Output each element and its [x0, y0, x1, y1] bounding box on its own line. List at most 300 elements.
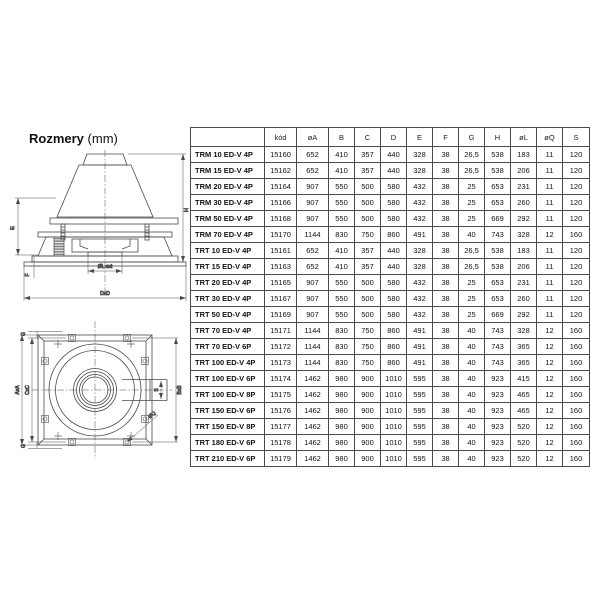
value-cell: 923 [485, 435, 511, 451]
value-cell: 653 [485, 195, 511, 211]
value-cell: 160 [563, 339, 590, 355]
value-cell: 357 [355, 147, 381, 163]
col-header-øA: øA [297, 128, 329, 147]
value-cell: 15177 [265, 419, 297, 435]
value-cell: 1462 [297, 419, 329, 435]
value-cell: 669 [485, 211, 511, 227]
value-cell: 980 [329, 435, 355, 451]
value-cell: 491 [407, 339, 433, 355]
hatched-section [54, 237, 64, 256]
value-cell: 12 [537, 435, 563, 451]
upper-plate [50, 218, 178, 224]
value-cell: 38 [433, 275, 459, 291]
table-row [191, 195, 590, 211]
value-cell: 12 [537, 451, 563, 467]
model-cell: TRT 20 ED-V 4P [191, 275, 265, 291]
value-cell: 26,5 [459, 243, 485, 259]
value-cell: 12 [537, 387, 563, 403]
table-row [191, 243, 590, 259]
value-cell: 491 [407, 323, 433, 339]
value-cell: 328 [511, 323, 537, 339]
value-cell: 120 [563, 195, 590, 211]
value-cell: 595 [407, 371, 433, 387]
dim-F-label: F [25, 273, 31, 277]
value-cell: 120 [563, 147, 590, 163]
value-cell: 160 [563, 451, 590, 467]
value-cell: 11 [537, 179, 563, 195]
title-text: Rozmery [29, 131, 84, 146]
value-cell: 465 [511, 387, 537, 403]
value-cell: 38 [433, 403, 459, 419]
table-row [191, 403, 590, 419]
model-cell: TRT 70 ED-V 6P [191, 339, 265, 355]
value-cell: 923 [485, 371, 511, 387]
value-cell: 38 [433, 243, 459, 259]
bottom-view-drawing [10, 316, 195, 466]
value-cell: 292 [511, 211, 537, 227]
value-cell: 500 [355, 307, 381, 323]
value-cell: 11 [537, 211, 563, 227]
value-cell: 12 [537, 227, 563, 243]
value-cell: 160 [563, 355, 590, 371]
value-cell: 580 [381, 307, 407, 323]
value-cell: 538 [485, 259, 511, 275]
value-cell: 550 [329, 211, 355, 227]
dim-H [128, 154, 186, 262]
value-cell: 120 [563, 179, 590, 195]
value-cell: 15167 [265, 291, 297, 307]
model-cell: TRM 70 ED-V 4P [191, 227, 265, 243]
value-cell: 15170 [265, 227, 297, 243]
value-cell: 38 [433, 355, 459, 371]
value-cell: 1462 [297, 451, 329, 467]
value-cell: 38 [433, 163, 459, 179]
header-row [191, 128, 590, 147]
value-cell: 743 [485, 355, 511, 371]
col-header-model [191, 128, 265, 147]
value-cell: 25 [459, 291, 485, 307]
value-cell: 40 [459, 227, 485, 243]
value-cell: 328 [407, 243, 433, 259]
value-cell: 11 [537, 291, 563, 307]
col-header-C: C [355, 128, 381, 147]
value-cell: 25 [459, 179, 485, 195]
col-header-øQ: øQ [537, 128, 563, 147]
value-cell: 500 [355, 275, 381, 291]
value-cell: 520 [511, 435, 537, 451]
value-cell: 11 [537, 147, 563, 163]
value-cell: 1010 [381, 451, 407, 467]
value-cell: 1462 [297, 435, 329, 451]
value-cell: 652 [297, 163, 329, 179]
value-cell: 980 [329, 451, 355, 467]
value-cell: 25 [459, 211, 485, 227]
value-cell: 40 [459, 451, 485, 467]
value-cell: 410 [329, 147, 355, 163]
value-cell: 25 [459, 275, 485, 291]
value-cell: 15168 [265, 211, 297, 227]
table-row [191, 339, 590, 355]
value-cell: 440 [381, 163, 407, 179]
col-header-S: S [563, 128, 590, 147]
value-cell: 120 [563, 243, 590, 259]
table-row [191, 387, 590, 403]
value-cell: 357 [355, 243, 381, 259]
value-cell: 120 [563, 163, 590, 179]
value-cell: 750 [355, 227, 381, 243]
value-cell: 40 [459, 339, 485, 355]
value-cell: 907 [297, 195, 329, 211]
value-cell: 120 [563, 211, 590, 227]
value-cell: 410 [329, 163, 355, 179]
value-cell: 1144 [297, 339, 329, 355]
value-cell: 15166 [265, 195, 297, 211]
table-row [191, 227, 590, 243]
value-cell: 432 [407, 307, 433, 323]
value-cell: 15174 [265, 371, 297, 387]
value-cell: 653 [485, 291, 511, 307]
value-cell: 907 [297, 275, 329, 291]
value-cell: 595 [407, 435, 433, 451]
table-row [191, 179, 590, 195]
value-cell: 160 [563, 227, 590, 243]
table-row [191, 163, 590, 179]
value-cell: 550 [329, 307, 355, 323]
value-cell: 500 [355, 291, 381, 307]
model-cell: TRM 20 ED-V 4P [191, 179, 265, 195]
value-cell: 38 [433, 179, 459, 195]
table-row [191, 451, 590, 467]
value-cell: 465 [511, 403, 537, 419]
value-cell: 15169 [265, 307, 297, 323]
value-cell: 520 [511, 451, 537, 467]
value-cell: 183 [511, 147, 537, 163]
value-cell: 11 [537, 195, 563, 211]
table-body [191, 147, 590, 467]
col-header-E: E [407, 128, 433, 147]
table-header [191, 128, 590, 147]
value-cell: 38 [433, 387, 459, 403]
dim-G-bottom-label: G [21, 444, 27, 448]
value-cell: 15165 [265, 275, 297, 291]
value-cell: 550 [329, 291, 355, 307]
value-cell: 231 [511, 179, 537, 195]
table-row [191, 275, 590, 291]
value-cell: 743 [485, 227, 511, 243]
value-cell: 26,5 [459, 163, 485, 179]
value-cell: 830 [329, 227, 355, 243]
value-cell: 120 [563, 259, 590, 275]
table-row [191, 419, 590, 435]
model-cell: TRT 50 ED-V 4P [191, 307, 265, 323]
value-cell: 750 [355, 355, 381, 371]
value-cell: 206 [511, 259, 537, 275]
value-cell: 15163 [265, 259, 297, 275]
value-cell: 160 [563, 403, 590, 419]
model-cell: TRT 100 ED-V 6P [191, 371, 265, 387]
model-cell: TRT 70 ED-V 4P [191, 323, 265, 339]
dim-E [15, 198, 56, 255]
value-cell: 750 [355, 339, 381, 355]
value-cell: 260 [511, 291, 537, 307]
value-cell: 580 [381, 179, 407, 195]
value-cell: 15160 [265, 147, 297, 163]
value-cell: 11 [537, 275, 563, 291]
table-row [191, 435, 590, 451]
value-cell: 38 [433, 307, 459, 323]
value-cell: 292 [511, 307, 537, 323]
value-cell: 1462 [297, 387, 329, 403]
col-header-B: B [329, 128, 355, 147]
value-cell: 260 [511, 195, 537, 211]
value-cell: 40 [459, 435, 485, 451]
value-cell: 550 [329, 275, 355, 291]
table-row [191, 211, 590, 227]
value-cell: 206 [511, 163, 537, 179]
value-cell: 830 [329, 339, 355, 355]
value-cell: 580 [381, 275, 407, 291]
model-cell: TRT 100 ED-V 8P [191, 387, 265, 403]
value-cell: 38 [433, 419, 459, 435]
value-cell: 38 [433, 291, 459, 307]
value-cell: 1462 [297, 371, 329, 387]
value-cell: 38 [433, 371, 459, 387]
value-cell: 652 [297, 243, 329, 259]
value-cell: 750 [355, 323, 381, 339]
value-cell: 160 [563, 323, 590, 339]
value-cell: 40 [459, 323, 485, 339]
col-header-kód: kód [265, 128, 297, 147]
value-cell: 40 [459, 371, 485, 387]
value-cell: 653 [485, 179, 511, 195]
value-cell: 38 [433, 451, 459, 467]
dim-Q-leader [127, 415, 158, 442]
value-cell: 38 [433, 211, 459, 227]
dim-CxC-label: CxC [25, 385, 31, 395]
value-cell: 160 [563, 387, 590, 403]
col-header-H: H [485, 128, 511, 147]
value-cell: 907 [297, 291, 329, 307]
value-cell: 11 [537, 163, 563, 179]
value-cell: 15172 [265, 339, 297, 355]
value-cell: 491 [407, 227, 433, 243]
table-row [191, 355, 590, 371]
value-cell: 432 [407, 179, 433, 195]
value-cell: 538 [485, 147, 511, 163]
value-cell: 900 [355, 435, 381, 451]
value-cell: 160 [563, 435, 590, 451]
value-cell: 1010 [381, 435, 407, 451]
value-cell: 38 [433, 227, 459, 243]
dim-H-label: H [184, 208, 190, 212]
value-cell: 830 [329, 323, 355, 339]
value-cell: 160 [563, 419, 590, 435]
table-row [191, 147, 590, 163]
value-cell: 183 [511, 243, 537, 259]
value-cell: 900 [355, 403, 381, 419]
value-cell: 12 [537, 355, 563, 371]
dim-F [30, 256, 40, 278]
value-cell: 980 [329, 403, 355, 419]
value-cell: 1462 [297, 403, 329, 419]
value-cell: 12 [537, 323, 563, 339]
value-cell: 26,5 [459, 259, 485, 275]
value-cell: 440 [381, 259, 407, 275]
model-cell: TRT 100 ED-V 4P [191, 355, 265, 371]
model-cell: TRT 210 ED-V 6P [191, 451, 265, 467]
value-cell: 907 [297, 179, 329, 195]
value-cell: 538 [485, 243, 511, 259]
value-cell: 1144 [297, 323, 329, 339]
table-row [191, 307, 590, 323]
value-cell: 653 [485, 275, 511, 291]
value-cell: 550 [329, 195, 355, 211]
value-cell: 12 [537, 371, 563, 387]
value-cell: 12 [537, 403, 563, 419]
dim-E-label: E [10, 226, 16, 230]
value-cell: 40 [459, 419, 485, 435]
model-cell: TRT 150 ED-V 8P [191, 419, 265, 435]
value-cell: 907 [297, 211, 329, 227]
dim-S-label: S [154, 388, 160, 392]
side-view-drawing [10, 148, 190, 310]
value-cell: 830 [329, 355, 355, 371]
value-cell: 410 [329, 259, 355, 275]
dimensions-table [190, 127, 590, 467]
value-cell: 231 [511, 275, 537, 291]
value-cell: 595 [407, 451, 433, 467]
value-cell: 38 [433, 259, 459, 275]
value-cell: 432 [407, 275, 433, 291]
value-cell: 160 [563, 371, 590, 387]
value-cell: 500 [355, 195, 381, 211]
value-cell: 652 [297, 147, 329, 163]
value-cell: 900 [355, 371, 381, 387]
dim-Q-label: ØQ [147, 410, 158, 421]
value-cell: 980 [329, 371, 355, 387]
value-cell: 550 [329, 179, 355, 195]
value-cell: 40 [459, 387, 485, 403]
value-cell: 15178 [265, 435, 297, 451]
model-cell: TRT 30 ED-V 4P [191, 291, 265, 307]
value-cell: 520 [511, 419, 537, 435]
value-cell: 580 [381, 195, 407, 211]
value-cell: 860 [381, 339, 407, 355]
value-cell: 923 [485, 387, 511, 403]
value-cell: 40 [459, 403, 485, 419]
value-cell: 357 [355, 259, 381, 275]
value-cell: 595 [407, 419, 433, 435]
value-cell: 365 [511, 355, 537, 371]
value-cell: 1010 [381, 419, 407, 435]
value-cell: 595 [407, 387, 433, 403]
value-cell: 432 [407, 195, 433, 211]
value-cell: 328 [511, 227, 537, 243]
value-cell: 923 [485, 403, 511, 419]
col-header-øL: øL [511, 128, 537, 147]
value-cell: 440 [381, 147, 407, 163]
value-cell: 120 [563, 275, 590, 291]
value-cell: 120 [563, 307, 590, 323]
model-cell: TRT 10 ED-V 4P [191, 243, 265, 259]
value-cell: 907 [297, 307, 329, 323]
model-cell: TRM 15 ED-V 4P [191, 163, 265, 179]
value-cell: 743 [485, 323, 511, 339]
value-cell: 40 [459, 355, 485, 371]
value-cell: 491 [407, 355, 433, 371]
model-cell: TRT 15 ED-V 4P [191, 259, 265, 275]
value-cell: 357 [355, 163, 381, 179]
value-cell: 25 [459, 307, 485, 323]
value-cell: 11 [537, 307, 563, 323]
value-cell: 900 [355, 387, 381, 403]
col-header-F: F [433, 128, 459, 147]
value-cell: 25 [459, 195, 485, 211]
value-cell: 1010 [381, 371, 407, 387]
value-cell: 980 [329, 419, 355, 435]
value-cell: 365 [511, 339, 537, 355]
title-unit: (mm) [83, 131, 118, 146]
value-cell: 500 [355, 179, 381, 195]
value-cell: 415 [511, 371, 537, 387]
model-cell: TRM 10 ED-V 4P [191, 147, 265, 163]
value-cell: 923 [485, 419, 511, 435]
value-cell: 595 [407, 403, 433, 419]
value-cell: 38 [433, 147, 459, 163]
value-cell: 328 [407, 259, 433, 275]
value-cell: 26,5 [459, 147, 485, 163]
table-row [191, 259, 590, 275]
model-cell: TRT 180 ED-V 6P [191, 435, 265, 451]
value-cell: 900 [355, 451, 381, 467]
value-cell: 15176 [265, 403, 297, 419]
value-cell: 652 [297, 259, 329, 275]
col-header-G: G [459, 128, 485, 147]
value-cell: 15162 [265, 163, 297, 179]
value-cell: 580 [381, 291, 407, 307]
value-cell: 580 [381, 211, 407, 227]
value-cell: 669 [485, 307, 511, 323]
value-cell: 432 [407, 211, 433, 227]
value-cell: 15171 [265, 323, 297, 339]
model-cell: TRT 150 ED-V 6P [191, 403, 265, 419]
value-cell: 1010 [381, 387, 407, 403]
value-cell: 440 [381, 243, 407, 259]
value-cell: 12 [537, 419, 563, 435]
table-row [191, 371, 590, 387]
value-cell: 15164 [265, 179, 297, 195]
value-cell: 38 [433, 435, 459, 451]
value-cell: 15173 [265, 355, 297, 371]
value-cell: 1144 [297, 227, 329, 243]
value-cell: 38 [433, 323, 459, 339]
value-cell: 11 [537, 243, 563, 259]
value-cell: 328 [407, 163, 433, 179]
value-cell: 120 [563, 291, 590, 307]
page-title [29, 131, 118, 146]
value-cell: 15175 [265, 387, 297, 403]
dim-D-label: DxD [100, 291, 110, 297]
value-cell: 1144 [297, 355, 329, 371]
model-cell: TRM 50 ED-V 4P [191, 211, 265, 227]
value-cell: 38 [433, 339, 459, 355]
dim-L-label: ØL ext [97, 264, 113, 270]
value-cell: 860 [381, 227, 407, 243]
value-cell: 860 [381, 355, 407, 371]
value-cell: 15179 [265, 451, 297, 467]
dim-G-top-label: G [21, 332, 27, 336]
value-cell: 15161 [265, 243, 297, 259]
